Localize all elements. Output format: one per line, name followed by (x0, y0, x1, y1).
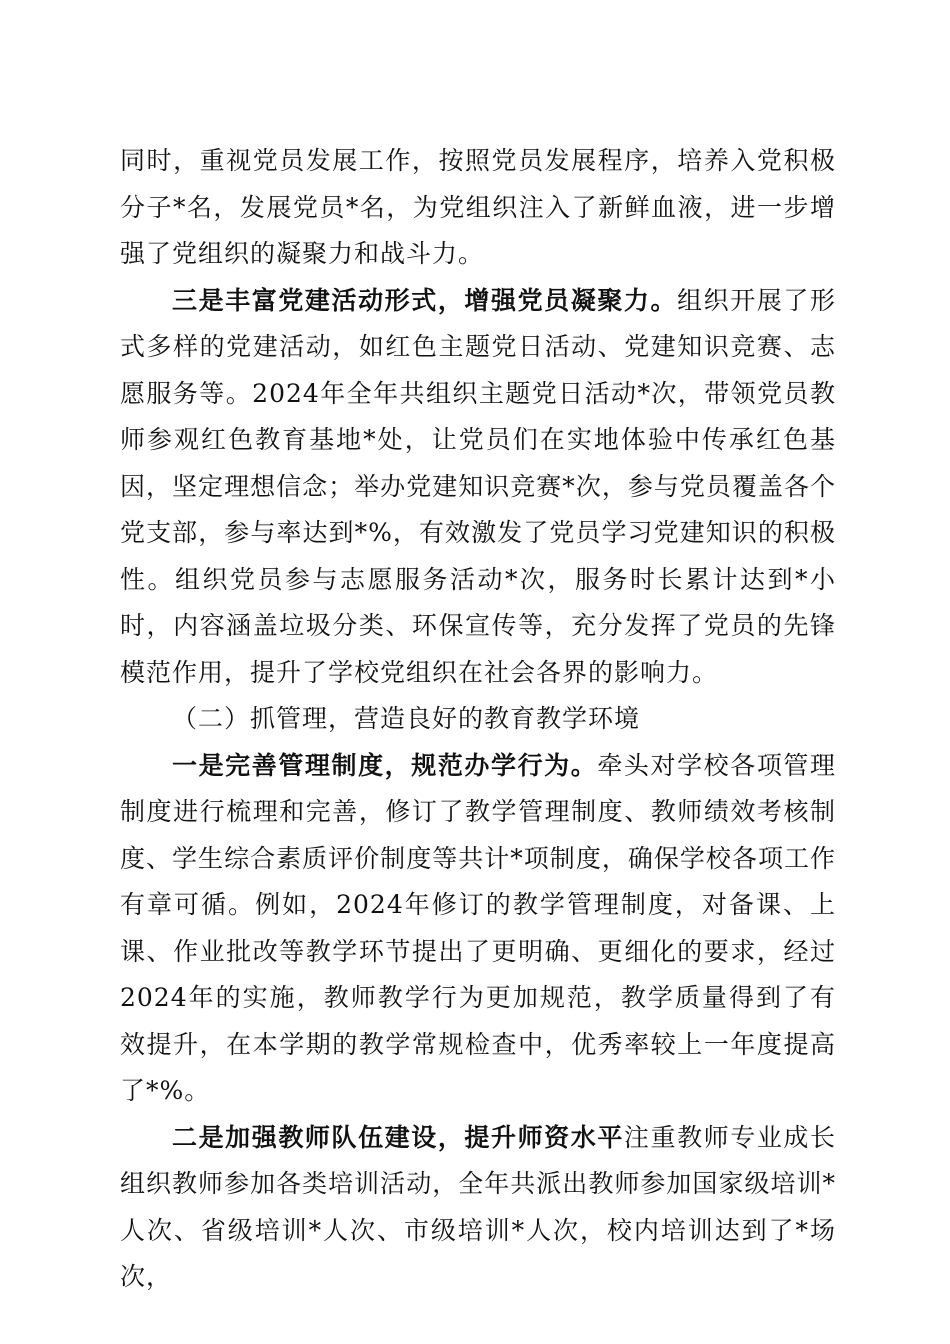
paragraph-party-activities (120, 278, 836, 697)
paragraph-party-member-development (120, 138, 836, 278)
paragraph-text: 注重教师专业成长组织教师参加各类培训活动，全年共派出教师参加国家级培训*人次、省级培训*人次、市级培训*人次，校内培训达到了*场次， (120, 1122, 836, 1291)
paragraph-lead: 二是加强教师队伍建设，提升师资水平 (172, 1122, 624, 1152)
document-body (120, 138, 836, 1301)
section-heading-management (120, 696, 836, 743)
paragraph-management-system (120, 743, 836, 1115)
paragraph-teacher-team (120, 1115, 836, 1301)
paragraph-text: 组织开展了形式多样的党建活动，如红色主题党日活动、党建知识竞赛、志愿服务等。2024年全年共组织主题党日活动*次，带领党员教师参观红色教育基地*处，让党员们在实地体验中传承红色基因，坚定理想信念；举办党建知识竞赛*次，参与党员覆盖各个党支部，参与率达到*%，有效激发了党员学习党建知识的积极性。组织党员参与志愿服务活动*次，服务时长累计达到*小时，内容涵盖垃圾分类、环保宣传等，充分发挥了党员的先锋模范作用，提升了学校党组织在社会各界的影响力。 (120, 285, 836, 687)
paragraph-text: 同时，重视党员发展工作，按照党员发展程序，培养入党积极分子*名，发展党员*名，为党组织注入了新鲜血液，进一步增强了党组织的凝聚力和战斗力。 (120, 146, 836, 268)
paragraph-lead: 三是丰富党建活动形式，增强党员凝聚力。 (172, 285, 678, 315)
paragraph-lead: 一是完善管理制度，规范办学行为。 (172, 750, 598, 780)
paragraph-text: 牵头对学校各项管理制度进行梳理和完善，修订了教学管理制度、教师绩效考核制度、学生综合素质评价制度等共计*项制度，确保学校各项工作有章可循。例如，2024年修订的教学管理制度，对备课、上课、作业批改等教学环节提出了更明确、更细化的要求，经过2024年的实施，教师教学行为更加规范，教学质量得到了有效提升，在本学期的教学常规检查中，优秀率较上一年度提高了*%。 (120, 750, 836, 1105)
heading-text: （二）抓管理，营造良好的教育教学环境 (172, 704, 641, 733)
